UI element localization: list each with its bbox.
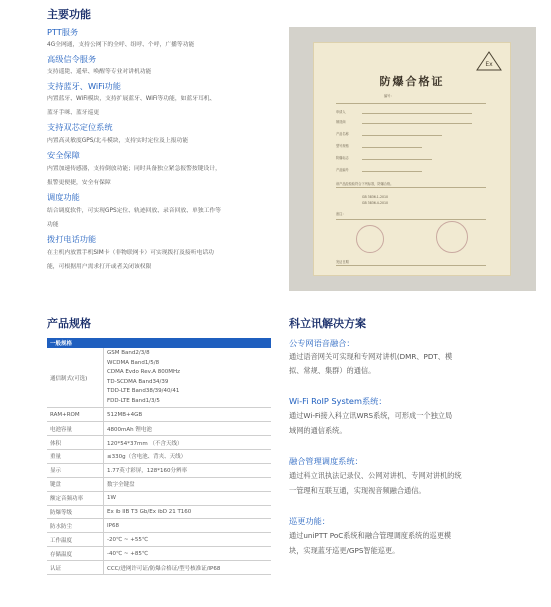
spec-label: 额定音频功率 [47,491,104,505]
feature-text-bluetooth-wifi-2: 蓝牙手咪、蓝牙巡更 [47,110,100,116]
table-row [47,463,271,477]
certificate-title: 防爆合格证 [379,75,445,88]
feature-text-phone-1: 在主机内放置手机SIM卡（非物联网卡）可实现拨打及接听电话功 [47,250,214,256]
cert-line [362,159,432,160]
cert-text-number: 编号： [384,94,394,98]
feature-heading-phone: 拨打电话功能 [47,234,97,244]
spec-value: 4800mAh 锂电池 [104,422,272,436]
spec-label: 工作温度 [47,533,104,547]
spec-value: -40℃ ~ +85℃ [104,547,272,561]
cert-line [362,135,442,136]
spec-label: 键盘 [47,477,104,491]
table-row [47,533,271,547]
solution-text-wifi-roip-1: 通过Wi-Fi接入科立讯WRS系统，可形成一个独立局 [289,411,453,420]
spec-label: 体积 [47,436,104,450]
spec-table [47,338,271,575]
table-row [47,449,271,463]
spec-table-header [47,338,271,348]
spec-value: CCC/进网许可证/防爆合格证/型号核准证/IP68 [104,561,272,575]
cert-text-standard-1: GB 3836.1-2010 [362,195,389,199]
solution-heading-dispatch-system: 融合管理调度系统： [289,456,363,466]
solutions-title: 科立讯解决方案 [289,317,366,330]
spec-value: 1W [104,491,272,505]
spec-header-cell: 一般规格 [47,338,271,348]
spec-label: 认证 [47,561,104,575]
table-row [47,561,271,575]
cert-text-applicant: 申请人 [336,110,346,114]
spec-label: 重量 [47,449,104,463]
spec-value: 1.77英寸彩屏，128*160分辨率 [104,463,272,477]
spec-label: 通信制式(可选) [47,348,104,408]
spec-value: 512MB+4GB [104,408,272,422]
spec-value-line: GSM Band2/3/8 [107,350,150,356]
spec-label: 存储温度 [47,547,104,561]
cert-line [336,187,486,188]
feature-text-safety-2: 报警更便捷，安全有保障 [47,180,111,186]
table-row [47,547,271,561]
table-row [47,505,271,519]
spec-value-line: TD-SCDMA Band34/39 [107,378,169,385]
cert-text-remark: 备注： [336,212,346,216]
spec-value: -20℃ ~ +55℃ [104,533,272,547]
cert-text-product-name: 产品名称 [336,132,349,136]
ex-logo-icon [476,51,502,71]
feature-heading-positioning: 支持双芯定位系统 [47,122,113,132]
solution-text-patrol-1: 通过uniPTT PoC系统和融合管理调度系统的巡更模 [289,531,452,540]
cert-line [336,265,486,266]
table-row [47,436,271,450]
table-row [47,408,271,422]
feature-text-positioning: 内置高灵敏度GPS/北斗模块，支持实时定位及上报功能 [47,138,189,144]
cert-text-conformity: 该产品经检验符合下列标准，防爆合格。 [336,182,394,186]
feature-heading-signaling: 高级信令服务 [47,54,97,64]
table-row [47,491,271,505]
spec-value-line: FDD-LTE Band1/3/5 [107,397,160,404]
spec-label: 显示 [47,463,104,477]
cert-text-manufacturer: 制造商 [336,120,346,124]
feature-text-signaling: 支持遥毙、遥晕、唤醒等专业对讲机功能 [47,69,152,75]
solution-text-dispatch-system-1: 通过科立讯执法记录仪、公网对讲机、专网对讲机的统 [289,471,462,480]
solution-heading-wifi-roip: Wi-Fi RoIP System系统： [289,396,387,406]
feature-heading-bluetooth-wifi: 支持蓝牙、WiFi功能 [47,81,121,91]
feature-text-phone-2: 能，可根据用户需求打开或者关闭该权限 [47,264,152,270]
spec-value: ≤330g（含电池、背夹、天线） [104,449,272,463]
feature-text-ptt: 4G全网通，支持公网下的全呼、组呼、个呼，广播等功能 [47,42,195,48]
cert-text-model: 型号规格 [336,144,349,148]
table-row [47,477,271,491]
solution-text-dispatch-system-2: 一管理和互联互通，实现视音频融合通信。 [289,486,426,495]
feature-text-dispatch-1: 结合调度软件，可实现GPS定位、轨迹回放、录音回放、单独工作等 [47,208,221,214]
solution-heading-patrol: 巡更功能： [289,516,330,526]
cert-line [362,123,472,124]
official-stamp-right [436,221,468,253]
spec-label: 电池容量 [47,422,104,436]
solution-text-wifi-roip-2: 域网的通信系统。 [289,426,347,435]
spec-label: 防爆等级 [47,505,104,519]
cert-text-ex-mark: 防爆标志 [336,156,349,160]
feature-text-safety-1: 内置加速传感器，支持倒放功能；同时具备独立紧急报警按键设计， [47,166,221,172]
feature-heading-ptt: PTT服务 [47,27,79,37]
solution-text-voice-fusion-1: 通过语音网关可实现和专网对讲机(DMR、PDT、模 [289,352,453,361]
spec-value-line: TDD-LTE Band38/39/40/41 [107,388,180,395]
cert-line [336,219,486,220]
cert-text-standard-2: GB 3836.4-2010 [362,201,389,205]
cert-line [362,147,422,148]
spec-value-line: CDMA Evdo Rev.A 800MHz [107,369,180,376]
feature-heading-safety: 安全保障 [47,150,80,160]
table-row [47,519,271,533]
cert-text-issue-date: 发证日期 [336,260,349,264]
feature-heading-dispatch: 调度功能 [47,192,80,202]
cert-text-product-number: 产品编号 [336,168,349,172]
spec-value: IP68 [104,519,272,533]
table-row [47,348,271,408]
solution-text-patrol-2: 块，实现蓝牙巡更/GPS智能巡更。 [289,546,400,555]
table-row [47,422,271,436]
spec-value: 120*54*37mm （不含天线） [104,436,272,450]
certificate-document [313,42,511,276]
features-title: 主要功能 [47,8,91,21]
solution-heading-voice-fusion: 公专网语音融合： [289,338,355,348]
specs-title: 产品规格 [47,317,91,330]
spec-value-line: WCDMA Band1/5/8 [107,359,160,366]
cert-line [362,113,472,114]
spec-value: Ex ib IIB T3 Gb/Ex ibD 21 T160 [104,505,272,519]
solution-text-voice-fusion-2: 拟、常规、集群）的通信。 [289,366,376,375]
feature-text-dispatch-2: 功能 [47,222,59,228]
official-stamp-left [356,225,384,253]
ex-logo-text: Ex [485,61,493,68]
cert-line [362,171,422,172]
feature-text-bluetooth-wifi-1: 内置蓝牙、WiFi模块，支持扩展蓝牙、WiFi等功能，如蓝牙耳机、 [47,96,216,102]
cert-divider [336,103,486,104]
spec-label: RAM+ROM [47,408,104,422]
spec-label: 防水防尘 [47,519,104,533]
spec-value: 数字全键盘 [104,477,272,491]
spec-value-multi [104,348,272,408]
